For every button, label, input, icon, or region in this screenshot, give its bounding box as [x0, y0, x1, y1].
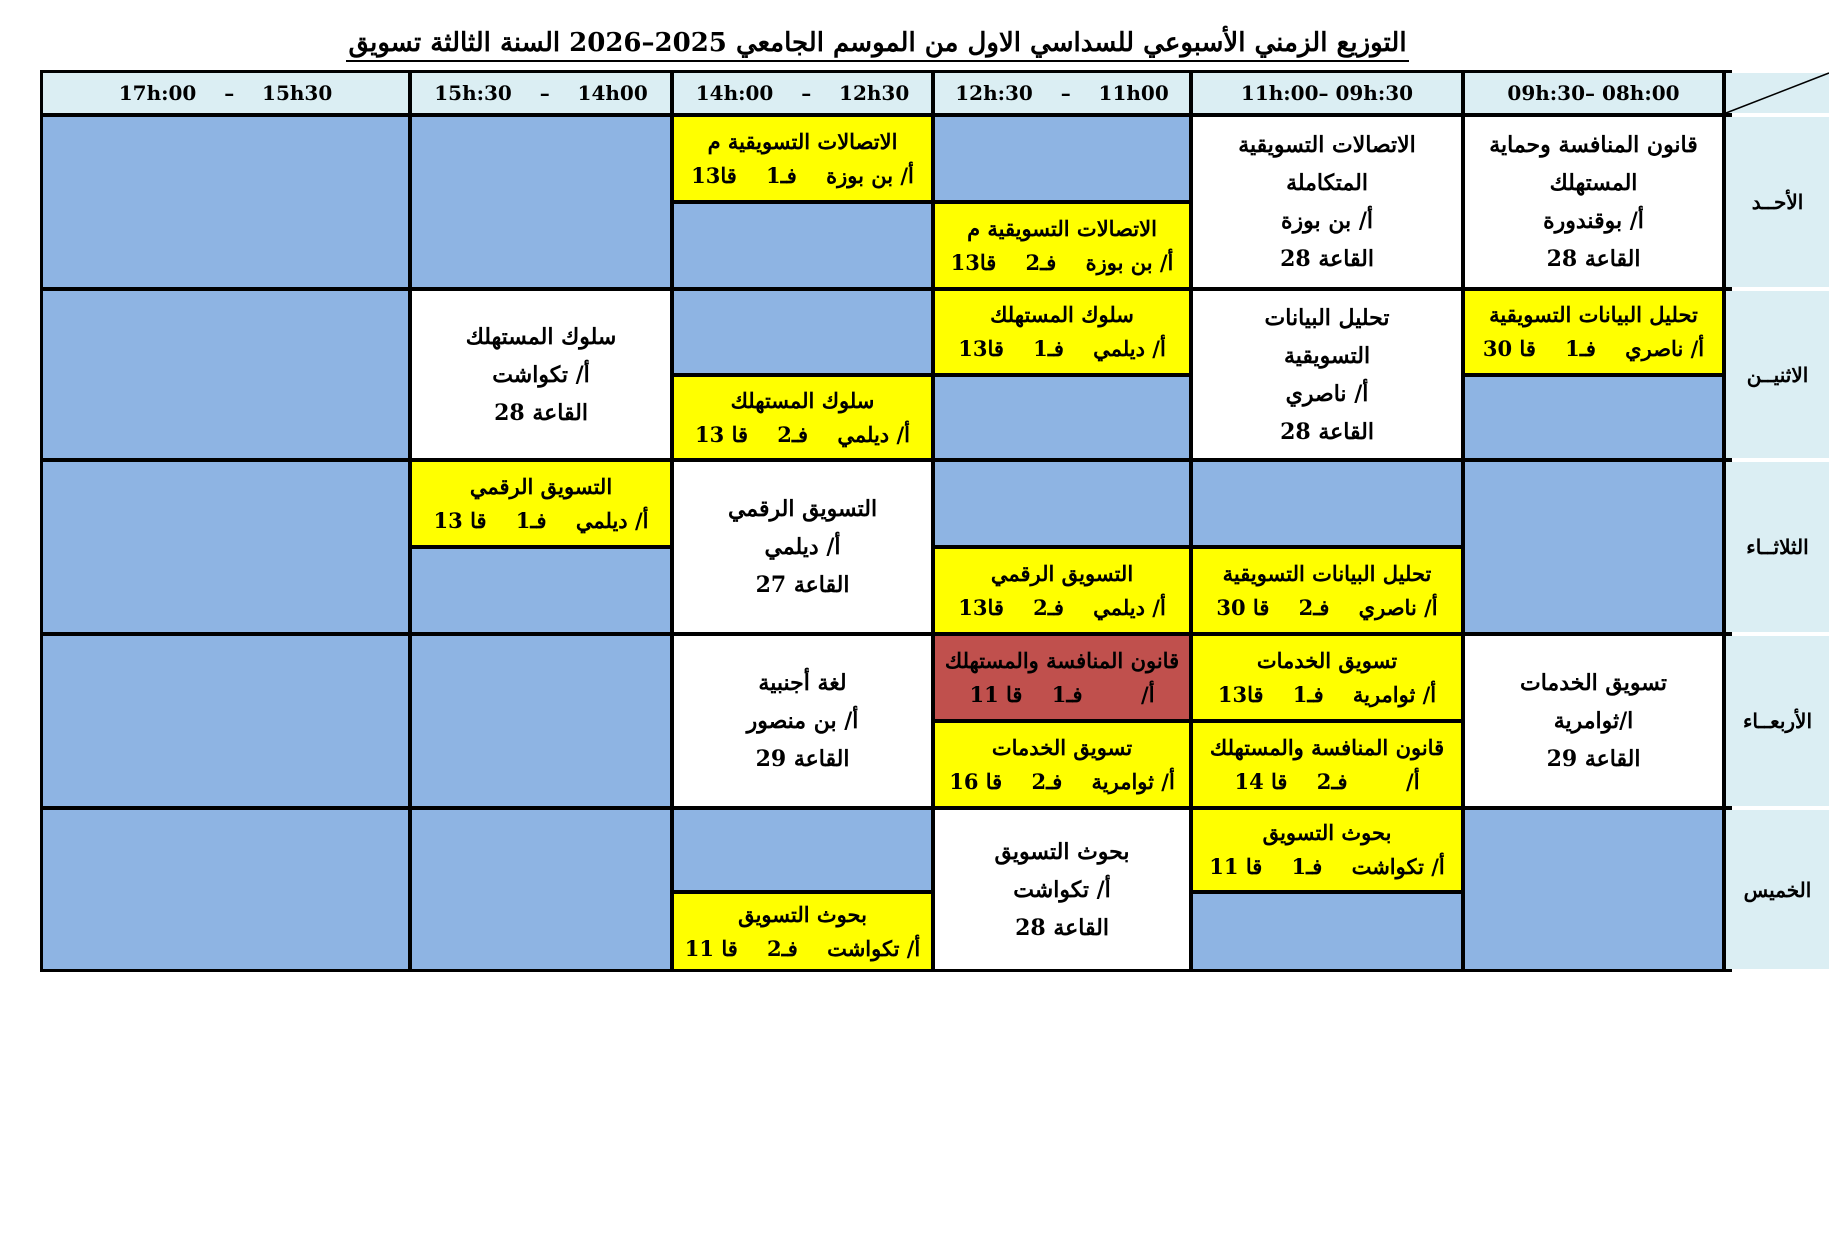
header-slot-6: 17h:00 – 15h30 [43, 73, 408, 113]
session-tue-s2-b: تحليل البيانات التسويقية أ/ ناصري فـ2 قا 30 [1193, 549, 1461, 632]
header-slot-3: 12h:30 – 11h00 [935, 73, 1189, 113]
corner-cell [1726, 73, 1829, 113]
empty-mon-s6 [43, 291, 408, 458]
empty-thu-s1 [1465, 810, 1722, 969]
session-sun-s2: الاتصالات التسويقية المتكاملة أ/ بن بوزة القاعة 28 [1193, 117, 1461, 287]
day-thursday: الخميس [1726, 810, 1829, 969]
empty-wed-s5 [412, 636, 670, 806]
session-thu-s4-b: بحوث التسويق أ/ تكواشت فـ2 قا 11 [674, 894, 931, 969]
header-slot-1: 09h:30– 08h:00 [1465, 73, 1722, 113]
timetable [40, 70, 1813, 972]
empty-sun-s4-b [674, 204, 931, 287]
session-thu-s2-a: بحوث التسويق أ/ تكواشت فـ1 قا 11 [1193, 810, 1461, 890]
session-mon-s2: تحليل البيانات التسويقية أ/ ناصري القاعة 28 [1193, 291, 1461, 458]
page-title: التوزيع الزمني الأسبوعي للسداسي الاول من الموسم الجامعي 2025–2026 السنة الثالثة تسويق [0, 28, 1755, 58]
empty-thu-s2-b [1193, 894, 1461, 969]
session-tue-s4: التسويق الرقمي أ/ ديلمي القاعة 27 [674, 462, 931, 632]
empty-tue-s2-a [1193, 462, 1461, 545]
session-mon-s1-a: تحليل البيانات التسويقية أ/ ناصري فـ1 قا 30 [1465, 291, 1722, 373]
empty-mon-s3-b [935, 377, 1189, 458]
day-wednesday: الأربعــاء [1726, 636, 1829, 806]
session-wed-s4: لغة أجنبية أ/ بن منصور القاعة 29 [674, 636, 931, 806]
session-sun-s4-a: الاتصالات التسويقية م أ/ بن بوزة فـ1 قا13 [674, 117, 931, 200]
session-wed-s2-b: قانون المنافسة والمستهلك أ/ فـ2 قا 14 [1193, 723, 1461, 806]
empty-tue-s1 [1465, 462, 1722, 632]
empty-sun-s6 [43, 117, 408, 287]
empty-sun-s3-a [935, 117, 1189, 200]
day-monday: الاثنيــن [1726, 291, 1829, 458]
session-sun-s1: قانون المنافسة وحماية المستهلك أ/ بوقندورة القاعة 28 [1465, 117, 1722, 287]
session-wed-s2-a: تسويق الخدمات أ/ ثوامرية فـ1 قا13 [1193, 636, 1461, 719]
day-sunday: الأحــد [1726, 117, 1829, 287]
session-mon-s3-a: سلوك المستهلك أ/ ديلمي فـ1 قا13 [935, 291, 1189, 373]
header-slot-5: 15h:30 – 14h00 [412, 73, 670, 113]
header-slot-2: 11h:00– 09h:30 [1193, 73, 1461, 113]
empty-tue-s3-a [935, 462, 1189, 545]
empty-tue-s6 [43, 462, 408, 632]
empty-tue-s5-b [412, 549, 670, 632]
session-wed-s3-b: تسويق الخدمات أ/ ثوامرية فـ2 قا 16 [935, 723, 1189, 806]
empty-thu-s5 [412, 810, 670, 969]
session-tue-s3-b: التسويق الرقمي أ/ ديلمي فـ2 قا13 [935, 549, 1189, 632]
header-slot-4: 14h:00 – 12h30 [674, 73, 931, 113]
empty-sun-s5 [412, 117, 670, 287]
session-tue-s5-a: التسويق الرقمي أ/ ديلمي فـ1 قا 13 [412, 462, 670, 545]
empty-thu-s6 [43, 810, 408, 969]
empty-mon-s4-a [674, 291, 931, 373]
diagonal-line-icon [1726, 73, 1829, 113]
session-wed-s3-a: قانون المنافسة والمستهلك أ/ فـ1 قا 11 [935, 636, 1189, 719]
session-thu-s3: بحوث التسويق أ/ تكواشت القاعة 28 [935, 810, 1189, 969]
session-mon-s4-b: سلوك المستهلك أ/ ديلمي فـ2 قا 13 [674, 377, 931, 458]
session-wed-s1: تسويق الخدمات ا/ثوامرية القاعة 29 [1465, 636, 1722, 806]
empty-wed-s6 [43, 636, 408, 806]
day-tuesday: الثلاثــاء [1726, 462, 1829, 632]
session-mon-s5: سلوك المستهلك أ/ تكواشت القاعة 28 [412, 291, 670, 458]
empty-thu-s4-a [674, 810, 931, 890]
empty-mon-s1-b [1465, 377, 1722, 458]
session-sun-s3-b: الاتصالات التسويقية م أ/ بن بوزة فـ2 قا13 [935, 204, 1189, 287]
